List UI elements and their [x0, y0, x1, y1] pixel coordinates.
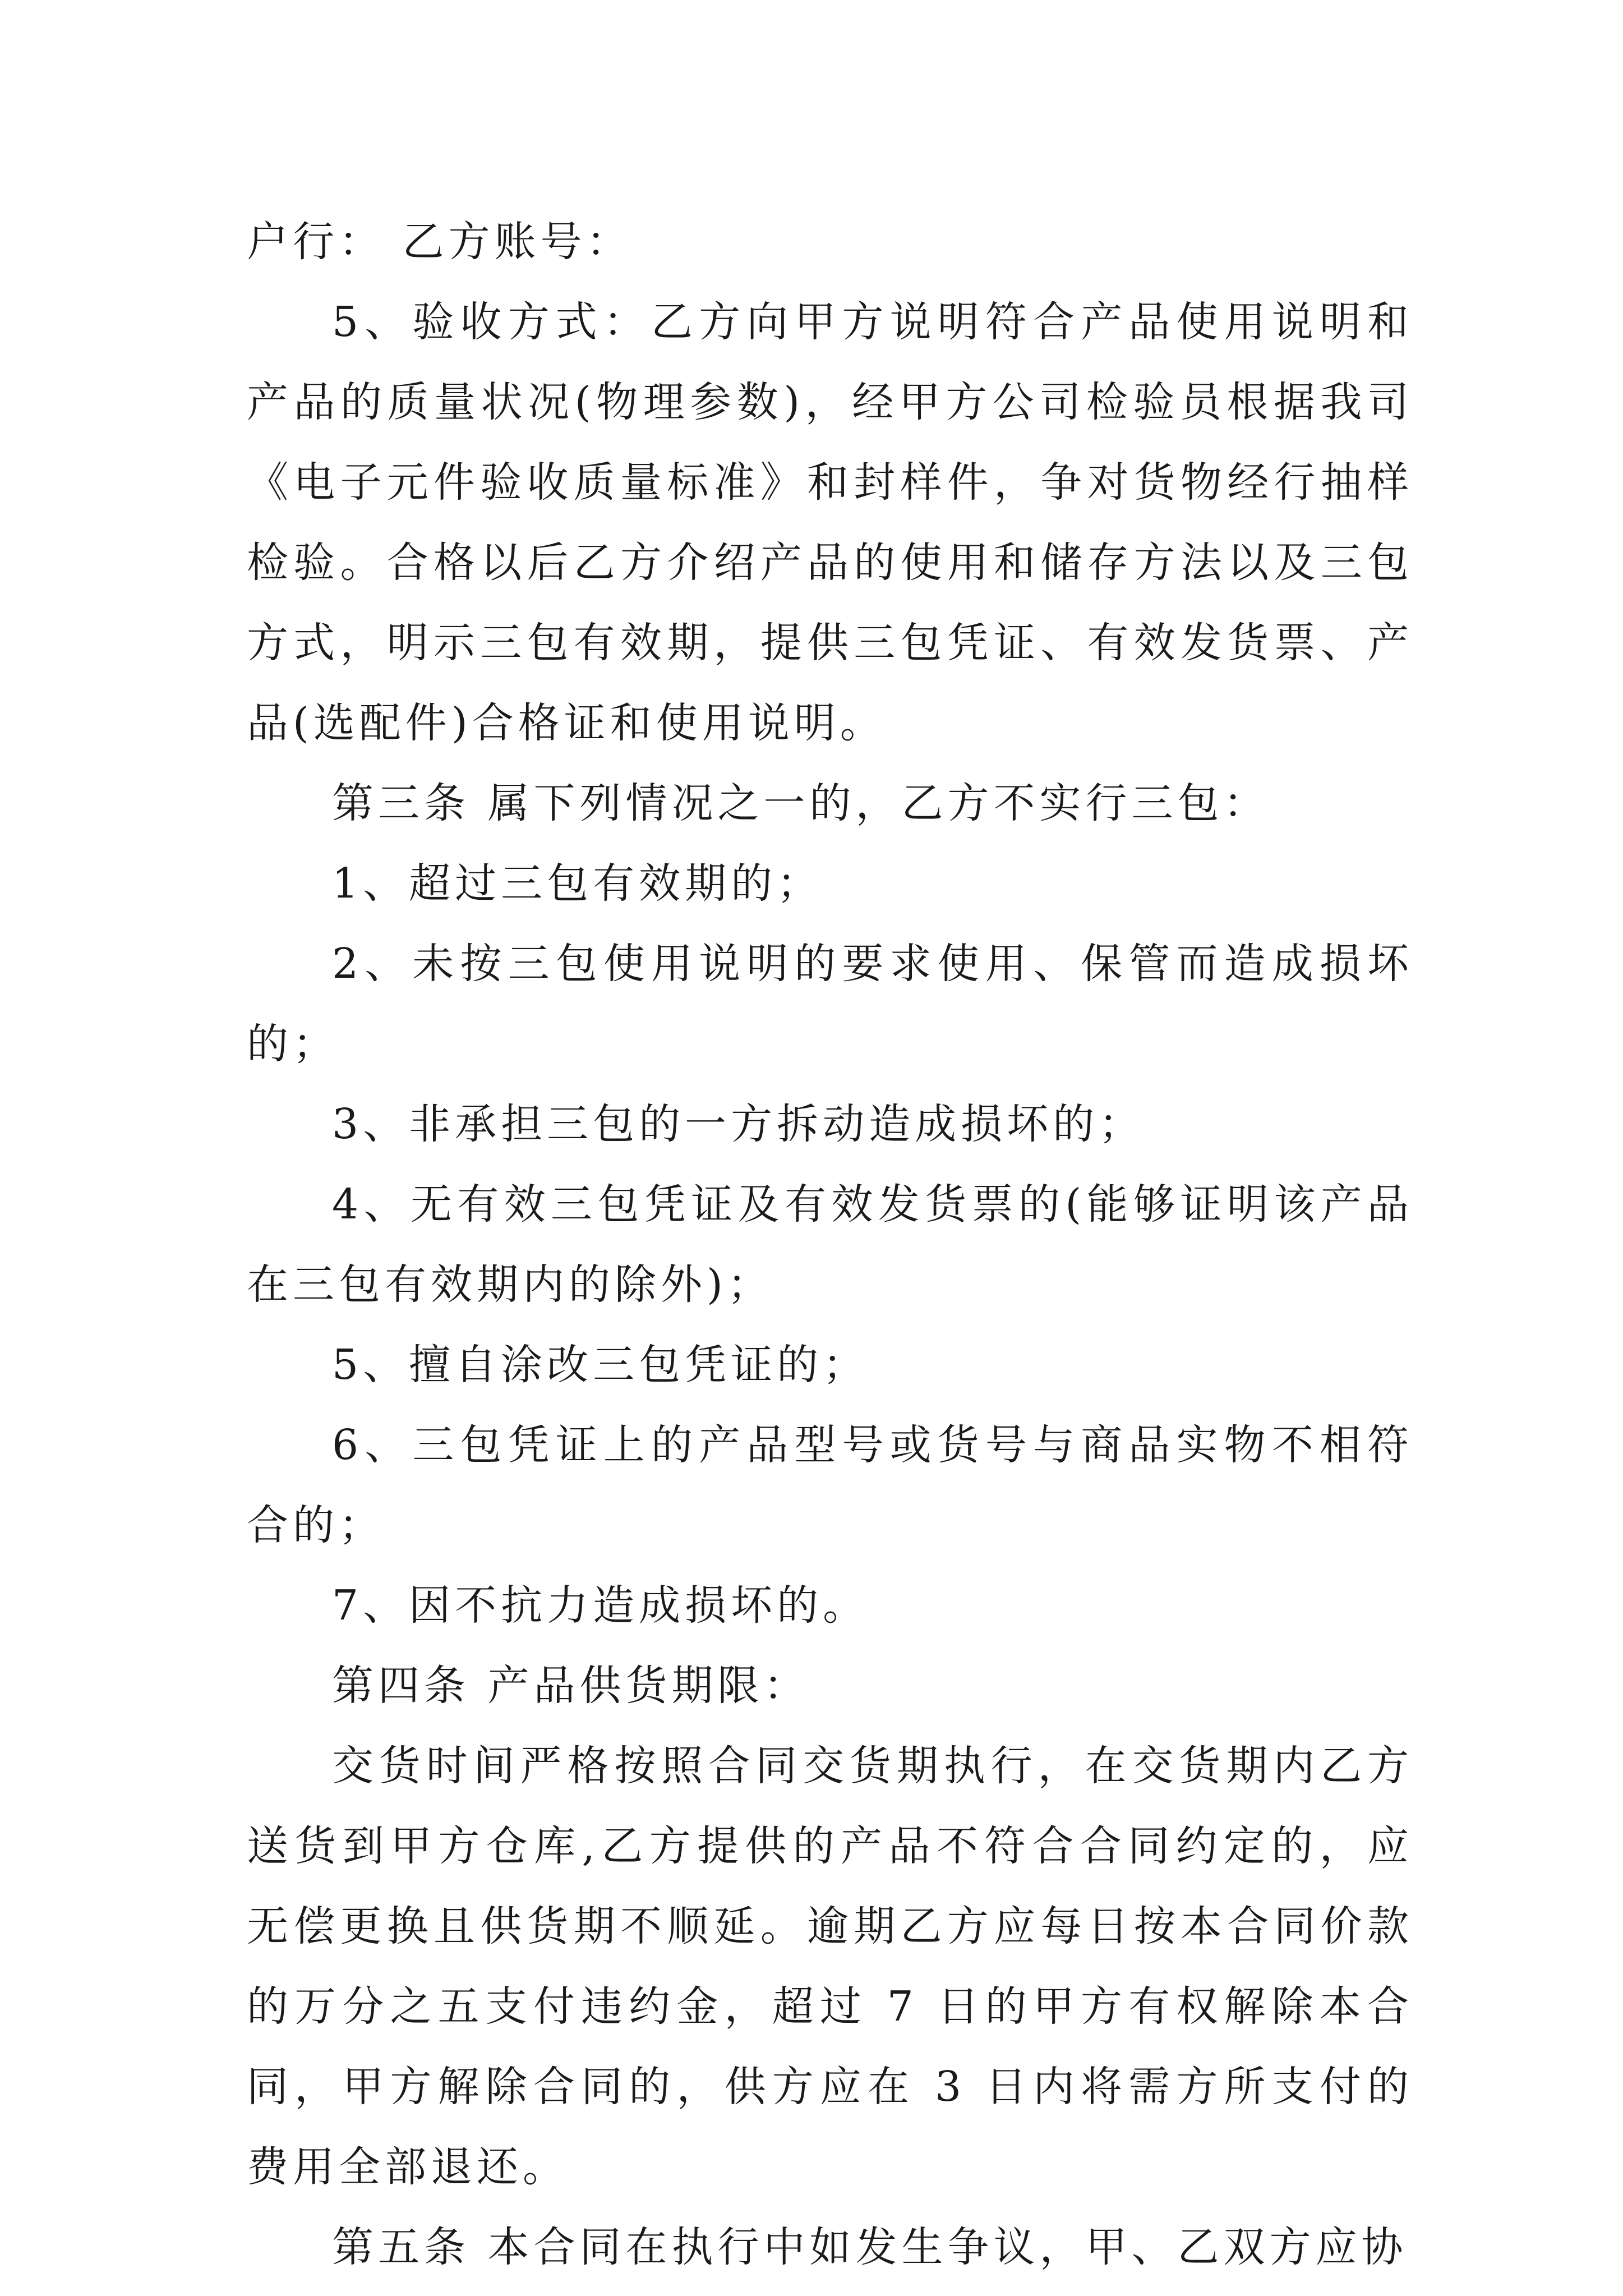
paragraph-bank-account: 户行： 乙方账号： — [247, 218, 633, 266]
list-item-exclusion-5: 5、擅自涂改三包凭证的； — [332, 1341, 869, 1389]
paragraph-article-three: 第三条 属下列情况之一的，乙方不实行三包： — [332, 779, 1270, 827]
list-item-exclusion-4: 4、无有效三包凭证及有效发货票的(能够证明该产品在三包有效期内的除外)； — [247, 1180, 1413, 1309]
list-item-exclusion-6: 6、三包凭证上的产品型号或货号与商品实物不相符合的； — [247, 1421, 1413, 1549]
paragraph-article-five: 第五条 本合同在执行中如发生争议，甲、乙双方应协 — [332, 2223, 1408, 2271]
paragraph-delivery-terms: 交货时间严格按照合同交货期执行，在交货期内乙方送货到甲方仓库,乙方提供的产品不符合合同约定的，应无偿更换且供货期不顺延。逾期乙方应每日按本合同价款的万分之五支付违约金，超过 7 日的甲方有权解除本合同，甲方解除合同的，供方应在 3 日内将需方所支付的费用全部退还。 — [247, 1742, 1413, 2191]
contract-body — [247, 202, 1413, 2288]
list-item-exclusion-2: 2、未按三包使用说明的要求使用、保管而造成损坏的； — [247, 940, 1413, 1068]
list-item-exclusion-1: 1、超过三包有效期的； — [332, 859, 823, 908]
list-item-exclusion-3: 3、非承担三包的一方拆动造成损坏的； — [332, 1100, 1145, 1148]
paragraph-article-four: 第四条 产品供货期限： — [332, 1662, 810, 1710]
paragraph-acceptance-method: 5、验收方式：乙方向甲方说明符合产品使用说明和产品的质量状况(物理参数)，经甲方公司检验员根据我司《电子元件验收质量标准》和封样件，争对货物经行抽样检验。合格以后乙方介绍产品的使用和储存方法以及三包方式，明示三包有效期，提供三包凭证、有效发货票、产品(选配件)合格证和使用说明。 — [247, 298, 1413, 747]
list-item-exclusion-7: 7、因不抗力造成损坏的。 — [332, 1581, 869, 1630]
